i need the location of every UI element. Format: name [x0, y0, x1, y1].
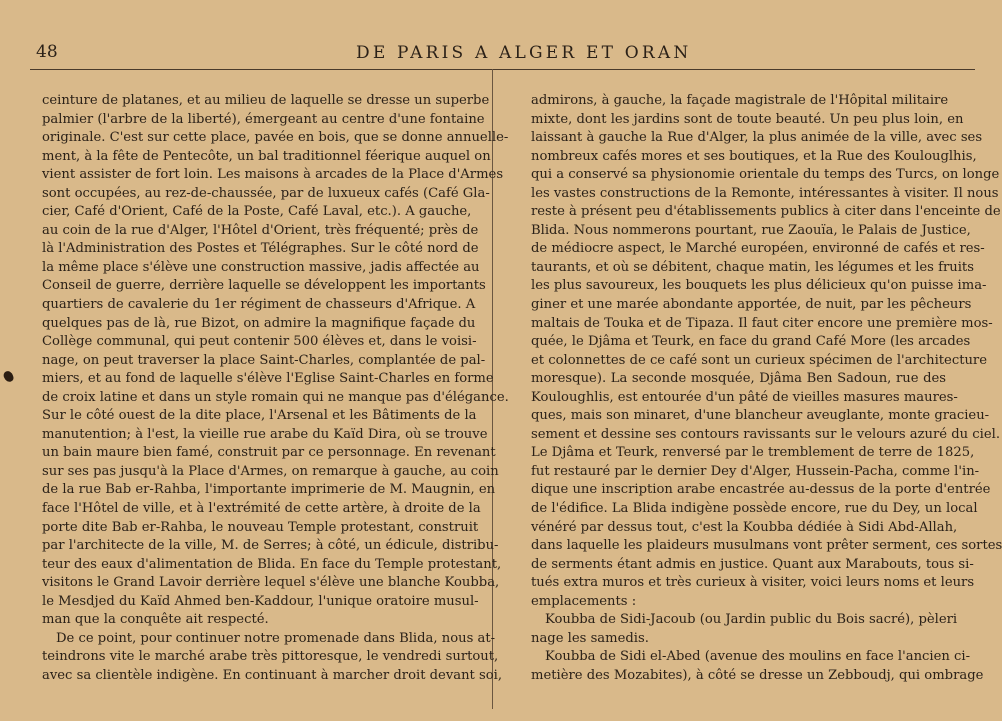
text-line: teur des eaux d'alimentation de Blida. En face du Temple protestant,	[42, 556, 502, 572]
text-line: quée, le Djâma et Teurk, en face du grand Café More (les arcades	[531, 334, 971, 350]
text-line: Koubba de Sidi-Jacoub (ou Jardin public du Bois sacré), pèleri	[545, 612, 958, 628]
text-line: quelques pas de là, rue Bizot, on admire la magnifique façade du	[42, 315, 476, 331]
page-header	[0, 38, 1000, 64]
text-line: dique une inscription arabe encastrée au-dessus de la porte d'entrée	[531, 482, 991, 498]
text-line: qui a conservé sa physionomie orientale du temps des Turcs, on longe	[531, 167, 1000, 183]
text-line: fut restauré par le dernier Dey d'Alger, Hussein-Pacha, comme l'in-	[531, 463, 980, 479]
text-line: les plus savoureux, les bouquets les plus délicieux qu'on puisse ima-	[531, 278, 987, 294]
text-line: dans laquelle les plaideurs musulmans vont prêter serment, ces sortes	[531, 538, 1002, 554]
text-line: admirons, à gauche, la façade magistrale de l'Hôpital militaire	[531, 93, 949, 108]
text-line: vient assister de fort loin. Les maisons à arcades de la Place d'Armes	[42, 167, 504, 183]
text-line: le Mesdjed du Kaïd Ahmed ben-Kaddour, l'unique oratoire musul-	[42, 593, 479, 609]
text-line: mixte, dont les jardins sont de toute beauté. Un peu plus loin, en	[531, 111, 964, 127]
text-line: ment, à la fête de Pentecôte, un bal traditionnel féerique auquel on	[42, 148, 491, 164]
text-line: de croix latine et dans un style romain qui ne manque pas d'élégance.	[42, 389, 509, 405]
text-line: par l'architecte de la ville, M. de Serres; à côté, un édicule, distribu-	[42, 538, 499, 554]
text-line: Blida. Nous nommerons pourtant, rue Zaouïa, le Palais de Justice,	[531, 222, 971, 238]
text-line: teindrons vite le marché arabe très pittoresque, le vendredi surtout,	[42, 649, 499, 665]
text-line: Le Djâma et Teurk, renversé par le tremblement de terre de 1825,	[531, 445, 975, 461]
text-line: nage, on peut traverser la place Saint-Charles, complantée de pal-	[42, 352, 486, 368]
text-line: là l'Administration des Postes et Télégraphes. Sur le côté nord de	[42, 241, 479, 257]
text-line: emplacements :	[531, 593, 637, 609]
text-line: Collège communal, qui peut contenir 500 élèves et, dans le voisi-	[42, 334, 477, 350]
text-line: sur ses pas jusqu'à la Place d'Armes, on remarque à gauche, au coin	[42, 463, 499, 479]
text-line: sont occupées, au rez-de-chaussée, par de luxueux cafés (Café Gla-	[42, 185, 490, 201]
text-line: ceinture de platanes, et au milieu de laquelle se dresse un superbe	[42, 93, 490, 108]
text-line: nage les samedis.	[531, 630, 649, 646]
text-line: et colonnettes de ce café sont un curieux spécimen de l'architecture	[531, 352, 987, 368]
right-column	[531, 92, 1002, 686]
text-line: giner et une marée abondante apportée, de nuit, par les pêcheurs	[531, 297, 972, 313]
text-line: originale. C'est sur cette place, pavée en bois, que se donne annuelle-	[42, 130, 509, 146]
left-column	[42, 92, 509, 686]
text-line: reste à présent peu d'établissements publics à citer dans l'enceinte de	[531, 204, 1001, 220]
text-line: laissant à gauche la Rue d'Alger, la plus animée de la ville, avec ses	[531, 130, 983, 146]
text-line: visitons le Grand Lavoir derrière lequel s'élève une blanche Koubba,	[42, 575, 500, 591]
text-line: de la rue Bab er-Rahba, l'importante imprimerie de M. Maugnin, en	[42, 482, 496, 498]
text-line: palmier (l'arbre de la liberté), émergeant au centre d'une fontaine	[42, 111, 485, 127]
text-line: metière des Mozabites), à côté se dresse un Zebboudj, qui ombrage	[531, 667, 984, 683]
text-line: au coin de la rue d'Alger, l'Hôtel d'Orient, très fréquenté; près de	[42, 222, 479, 238]
text-line: ques, mais son minaret, d'une blancheur aveuglante, monte gracieu-	[531, 408, 990, 424]
text-line: un bain maure bien famé, construit par ce personnage. En revenant	[42, 445, 496, 461]
text-line: Koubba de Sidi el-Abed (avenue des moulins en face l'ancien ci-	[545, 649, 971, 665]
text-line: face l'Hôtel de ville, et à l'extrémité de cette artère, à droite de la	[42, 501, 481, 517]
header-rule	[30, 69, 975, 70]
text-line: la même place s'élève une construction massive, jadis affectée au	[42, 259, 480, 275]
text-line: maltais de Touka et de Tipaza. Il faut citer encore une première mos-	[531, 315, 993, 331]
text-line: Conseil de guerre, derrière laquelle se développent les importants	[42, 278, 486, 294]
text-line: Sur le côté ouest de la dite place, l'Arsenal et les Bâtiments de la	[42, 408, 477, 424]
text-line: de l'édifice. La Blida indigène possède encore, rue du Dey, un local	[531, 501, 978, 517]
text-line: quartiers de cavalerie du 1er régiment de chasseurs d'Afrique. A	[42, 297, 476, 313]
text-line: moresque). La seconde mosquée, Djâma Ben Sadoun, rue des	[531, 371, 946, 387]
text-line: tués extra muros et très curieux à visiter, voici leurs noms et leurs	[531, 575, 975, 591]
text-line: vénéré par dessus tout, c'est la Koubba dédiée à Sidi Abd-Allah,	[531, 519, 958, 535]
text-line: miers, et au fond de laquelle s'élève l'Eglise Saint-Charles en forme	[42, 371, 494, 387]
page-number: 48	[36, 42, 58, 62]
running-title: DE PARIS A ALGER ET ORAN	[356, 43, 692, 63]
ink-blot	[2, 370, 14, 383]
text-line: De ce point, pour continuer notre promenade dans Blida, nous at-	[56, 630, 496, 646]
column-divider	[492, 69, 493, 709]
text-line: manutention; à l'est, la vieille rue arabe du Kaïd Dira, où se trouve	[42, 426, 488, 442]
text-line: de médiocre aspect, le Marché européen, environné de cafés et res-	[531, 241, 985, 257]
text-line: nombreux cafés mores et ses boutiques, et la Rue des Koulouglhis,	[531, 148, 977, 164]
text-line: porte dite Bab er-Rahba, le nouveau Temple protestant, construit	[42, 519, 479, 535]
text-line: sement et dessine ses contours ravissants sur le velours azuré du ciel.	[531, 426, 1000, 442]
text-line: les vastes constructions de la Remonte, intéressantes à visiter. Il nous	[531, 185, 999, 201]
text-line: cier, Café d'Orient, Café de la Poste, Café Laval, etc.). A gauche,	[42, 204, 472, 220]
text-line: man que la conquête ait respecté.	[42, 612, 269, 628]
text-line: avec sa clientèle indigène. En continuant à marcher droit devant soi,	[42, 667, 503, 683]
text-line: taurants, et où se débitent, chaque matin, les légumes et les fruits	[531, 259, 974, 275]
text-line: de serments étant admis en justice. Quant aux Marabouts, tous si-	[531, 556, 974, 572]
text-line: Kouloughlis, est entourée d'un pâté de vieilles masures maures-	[531, 389, 958, 405]
